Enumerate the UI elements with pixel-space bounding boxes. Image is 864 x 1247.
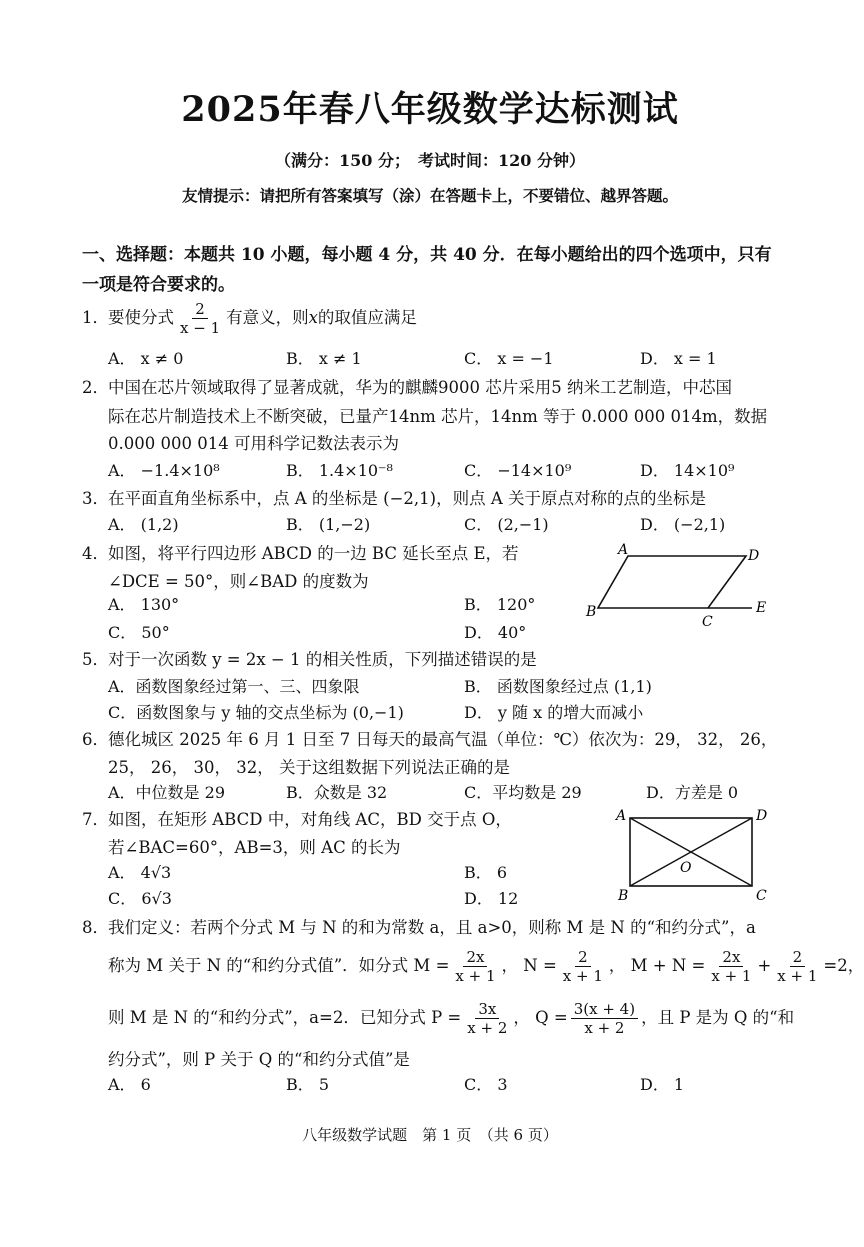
question-4-line-2: ∠DCE = 50°，则∠BAD 的度数为 xyxy=(108,572,369,591)
question-2: 2．中国在芯片领域取得了显著成就，华为的麒麟9000 芯片采用5 纳米工艺制造，中芯国 xyxy=(82,378,732,397)
q5-option-a: A．函数图象经过第一、三、四象限 xyxy=(108,677,360,696)
q4-option-d: D． 40° xyxy=(464,623,527,642)
label-d: D xyxy=(756,808,768,824)
section-heading: 一、选择题：本题共 10 小题，每小题 4 分，共 40 分．在每小题给出的四个选项中，只有一项是符合要求的。 xyxy=(82,245,772,295)
label-o: O xyxy=(680,860,692,876)
q5-option-b: B． 函数图象经过点 (1,1) xyxy=(464,677,652,696)
question-number: 1． xyxy=(82,308,109,327)
q8-option-b: B． 5 xyxy=(286,1075,330,1094)
page-footer: 八年级数学试题 第 1 页 （共 6 页） xyxy=(302,1126,558,1144)
q8-option-c: C． 3 xyxy=(464,1075,508,1094)
label-d: D xyxy=(748,548,760,564)
question-3: 3．在平面直角坐标系中，点 A 的坐标是 (−2,1)，则点 A 关于原点对称的点的坐标是 xyxy=(82,489,706,508)
q1-option-b: B． x ≠ 1 xyxy=(286,349,362,368)
rectangle-figure xyxy=(610,804,770,904)
label-e: E xyxy=(756,600,767,616)
question-8-line-3: 则 M 是 N 的“和约分式”，a=2．已知分式 P = $\frac{3x}{x + 2}$ ， Q = $\frac{3(x + 4)}{x + 2}$ ，且 P 是为 Q 的“和 xyxy=(108,1000,795,1037)
page-title: 2025年春八年级数学达标测试 xyxy=(181,89,679,130)
label-c: C xyxy=(756,888,767,904)
q2-option-b: B． 1.4×10⁻⁸ xyxy=(286,461,393,480)
q1-option-a: A． x ≠ 0 xyxy=(108,349,184,368)
question-5: 5．对于一次函数 y = 2x − 1 的相关性质，下列描述错误的是 xyxy=(82,650,537,669)
q4-option-c: C． 50° xyxy=(108,623,170,642)
q4-option-b: B． 120° xyxy=(464,595,536,614)
question-2-line-2: 际在芯片制造技术上不断突破，已量产14nm 芯片，14nm 等于 0.000 000 014m，数据 xyxy=(108,407,768,426)
label-b: B xyxy=(586,604,597,620)
question-6-line-2: 25， 26， 30， 32， 关于这组数据下列说法正确的是 xyxy=(108,758,510,777)
exam-info: （满分：150 分； 考试时间：120 分钟） xyxy=(275,151,585,170)
question-8-line-2: 称为 M 关于 N 的“和约分式值”．如分式 M = $\frac{2x}{x + 1}$ ， N = $\frac{2}{x + 1}$ ， M + N = $\frac{2x}{x + 1}$ + $\frac{2}{x + 1}$ =2， xyxy=(108,948,864,985)
q7-option-d: D． 12 xyxy=(464,889,519,908)
q1-option-c: C． x = −1 xyxy=(464,349,554,368)
q3-option-a: A． (1,2) xyxy=(108,515,179,534)
label-a: A xyxy=(618,542,629,558)
question-2-line-3: 0.000 000 014 可用科学记数法表示为 xyxy=(108,434,399,453)
fraction: $\frac{2}{x - 1}$ xyxy=(180,300,221,337)
friendly-tip: 友情提示：请把所有答案填写（涂）在答题卡上，不要错位、越界答题。 xyxy=(181,186,678,205)
parallelogram-figure xyxy=(580,540,780,630)
q7-option-c: C． 6√3 xyxy=(108,889,172,908)
question-1: 1．要使分式 $\frac{2}{x - 1}$ 有意义，则x的取值应满足 xyxy=(82,300,417,337)
q2-option-c: C． −14×10⁹ xyxy=(464,461,572,480)
q6-option-a: A．中位数是 29 xyxy=(108,783,226,802)
label-c: C xyxy=(702,614,713,630)
q3-option-c: C． (2,−1) xyxy=(464,515,549,534)
q3-option-b: B． (1,−2) xyxy=(286,515,371,534)
q6-option-d: D．方差是 0 xyxy=(646,783,739,802)
q5-option-d: D． y 随 x 的增大而减小 xyxy=(464,703,644,722)
q8-option-a: A． 6 xyxy=(108,1075,151,1094)
q6-option-b: B．众数是 32 xyxy=(286,783,388,802)
q7-option-a: A． 4√3 xyxy=(108,863,172,882)
question-4: 4．如图，将平行四边形 ABCD 的一边 BC 延长至点 E，若 xyxy=(82,544,519,563)
q4-option-a: A． 130° xyxy=(108,595,180,614)
q2-option-d: D． 14×10⁹ xyxy=(640,461,735,480)
q5-option-c: C．函数图象与 y 轴的交点坐标为 (0,−1) xyxy=(108,703,404,722)
q6-option-c: C．平均数是 29 xyxy=(464,783,582,802)
question-6: 6．德化城区 2025 年 6 月 1 日至 7 日每天的最高气温（单位：℃）依次为：29， 32， 26， xyxy=(82,730,778,749)
question-8: 8．我们定义：若两个分式 M 与 N 的和为常数 a，且 a>0，则称 M 是 N 的“和约分式”，a xyxy=(82,918,756,937)
q1-option-d: D． x = 1 xyxy=(640,349,717,368)
question-8-line-4: 约分式”，则 P 关于 Q 的“和约分式值”是 xyxy=(108,1050,410,1069)
q2-option-a: A． −1.4×10⁸ xyxy=(108,461,220,480)
question-7-line-2: 若∠BAC=60°，AB=3，则 AC 的长为 xyxy=(108,838,401,857)
label-a: A xyxy=(616,808,627,824)
label-b: B xyxy=(618,888,629,904)
q3-option-d: D． (−2,1) xyxy=(640,515,726,534)
q8-option-d: D． 1 xyxy=(640,1075,685,1094)
question-7: 7．如图，在矩形 ABCD 中，对角线 AC，BD 交于点 O， xyxy=(82,810,512,829)
q7-option-b: B． 6 xyxy=(464,863,508,882)
